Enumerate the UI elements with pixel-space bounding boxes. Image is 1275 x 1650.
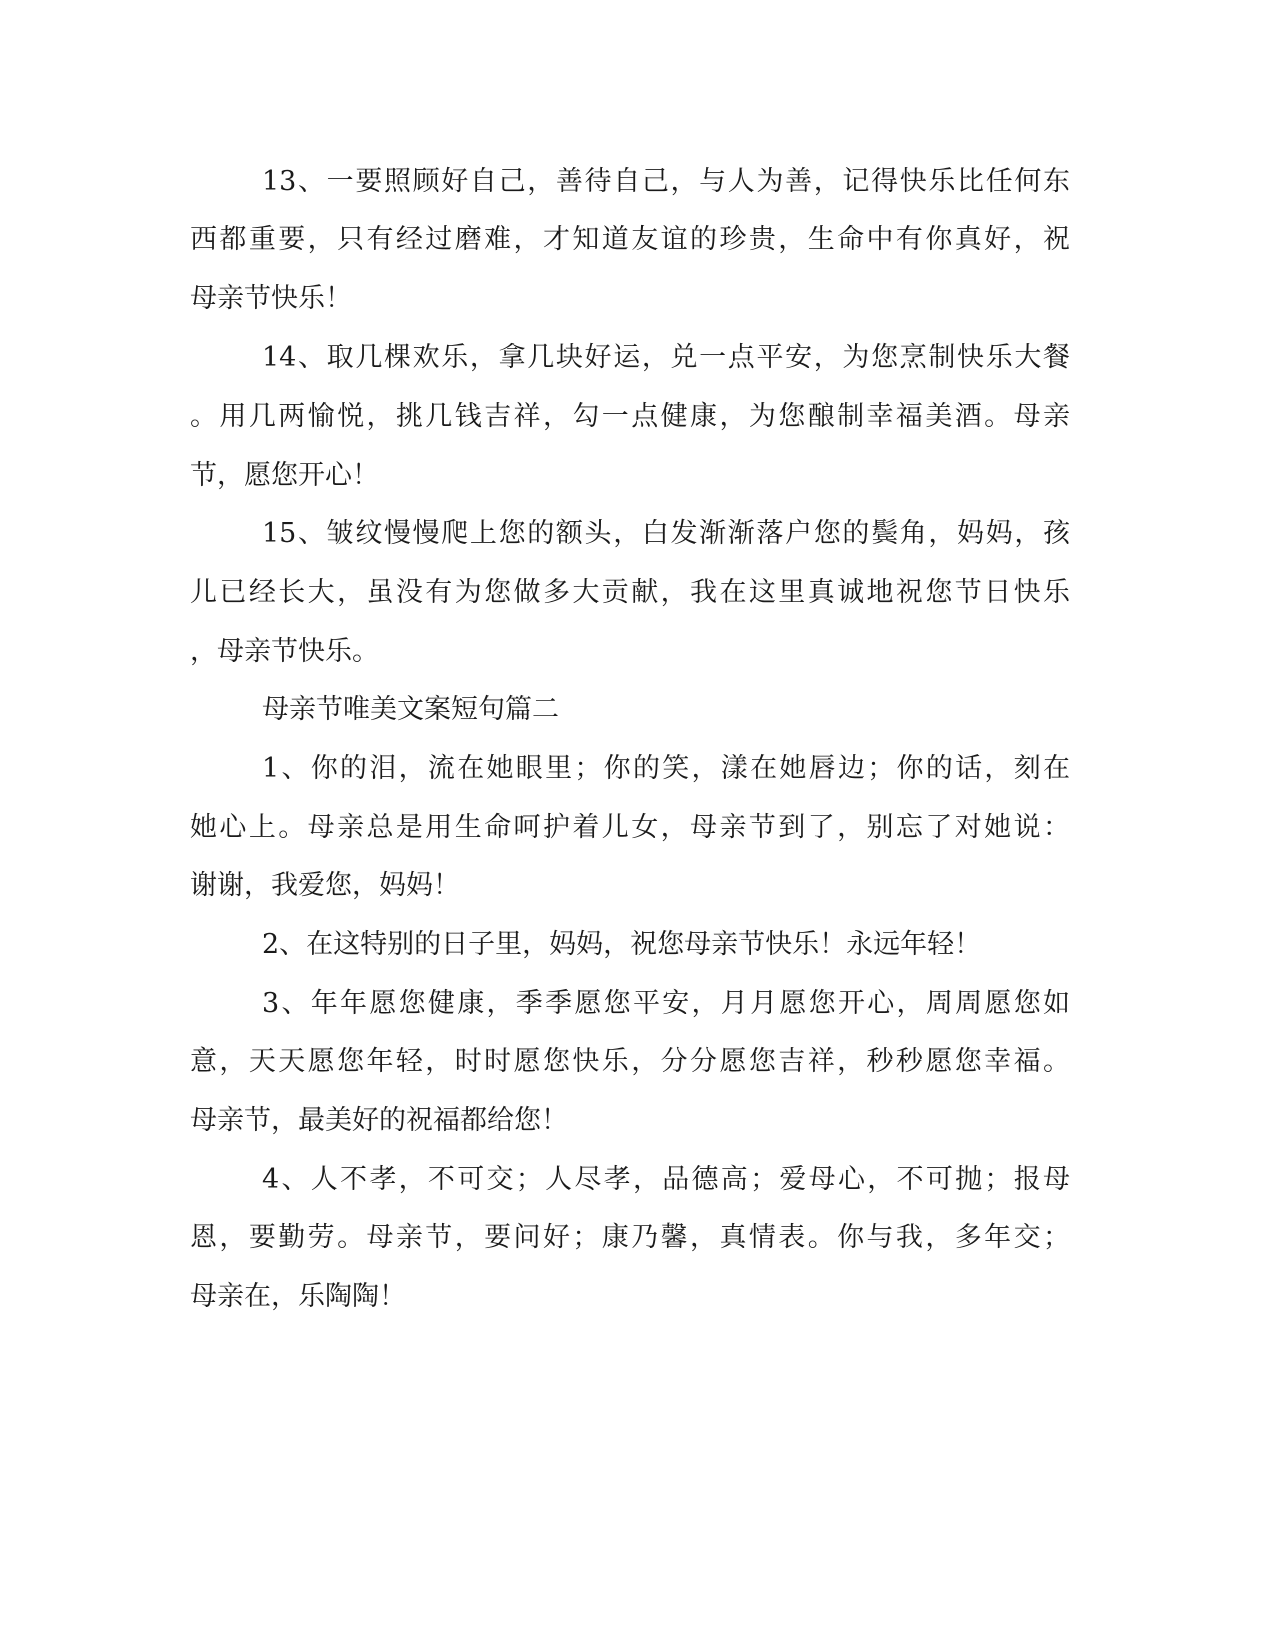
text-line: 2、在这特别的日子里，妈妈，祝您母亲节快乐！永远年轻！	[262, 929, 982, 960]
text-line: 15、皱纹慢慢爬上您的额头，白发渐渐落户您的鬓角，妈妈，孩	[262, 518, 1070, 549]
paragraph-3-line-2	[0, 1042, 1275, 1082]
text-line: 母亲节，最美好的祝福都给您！	[190, 1105, 568, 1136]
paragraph-14-line-3	[0, 456, 1275, 496]
text-line: 谢谢，我爱您，妈妈！	[190, 870, 460, 901]
paragraph-15-line-3	[0, 632, 1275, 672]
section-heading	[0, 690, 1275, 730]
paragraph-3-line-1	[0, 984, 1275, 1024]
text-line: 3、年年愿您健康，季季愿您平安，月月愿您开心，周周愿您如	[262, 988, 1070, 1019]
paragraph-13-line-1	[0, 162, 1275, 202]
paragraph-13-line-2	[0, 220, 1275, 260]
paragraph-15-line-2	[0, 573, 1275, 613]
text-line: ，母亲节快乐。	[190, 636, 379, 667]
paragraph-1-line-2	[0, 808, 1275, 848]
paragraph-1-line-3	[0, 866, 1275, 906]
paragraph-4-line-2	[0, 1218, 1275, 1258]
text-line: 意，天天愿您年轻，时时愿您快乐，分分愿您吉祥，秒秒愿您幸福。	[190, 1046, 1070, 1077]
text-line: 她心上。母亲总是用生命呵护着儿女，母亲节到了，别忘了对她说：	[190, 812, 1070, 843]
text-line: 4、人不孝，不可交；人尽孝，品德高；爱母心，不可抛；报母	[262, 1164, 1070, 1195]
paragraph-14-line-2	[0, 397, 1275, 437]
paragraph-3-line-3	[0, 1101, 1275, 1141]
paragraph-4-line-1	[0, 1160, 1275, 1200]
text-line: 母亲在，乐陶陶！	[190, 1281, 406, 1312]
paragraph-2-line-1	[0, 925, 1275, 965]
text-line: 13、一要照顾好自己，善待自己，与人为善，记得快乐比任何东	[262, 166, 1070, 197]
text-line: 。用几两愉悦，挑几钱吉祥，勾一点健康，为您酿制幸福美酒。母亲	[190, 401, 1070, 432]
paragraph-15-line-1	[0, 514, 1275, 554]
text-line: 儿已经长大，虽没有为您做多大贡献，我在这里真诚地祝您节日快乐	[190, 577, 1070, 608]
text-line: 1、你的泪，流在她眼里；你的笑，漾在她唇边；你的话，刻在	[262, 753, 1070, 784]
paragraph-14-line-1	[0, 338, 1275, 378]
text-line: 节，愿您开心！	[190, 460, 379, 491]
text-line: 恩，要勤劳。母亲节，要问好；康乃馨，真情表。你与我，多年交；	[190, 1222, 1070, 1253]
paragraph-4-line-3	[0, 1277, 1275, 1317]
section-heading-text: 母亲节唯美文案短句篇二	[262, 694, 559, 725]
paragraph-13-line-3	[0, 279, 1275, 319]
text-line: 西都重要，只有经过磨难，才知道友谊的珍贵，生命中有你真好，祝	[190, 224, 1070, 255]
text-line: 14、取几棵欢乐，拿几块好运，兑一点平安，为您烹制快乐大餐	[262, 342, 1070, 373]
paragraph-1-line-1	[0, 749, 1275, 789]
text-line: 母亲节快乐！	[190, 283, 352, 314]
